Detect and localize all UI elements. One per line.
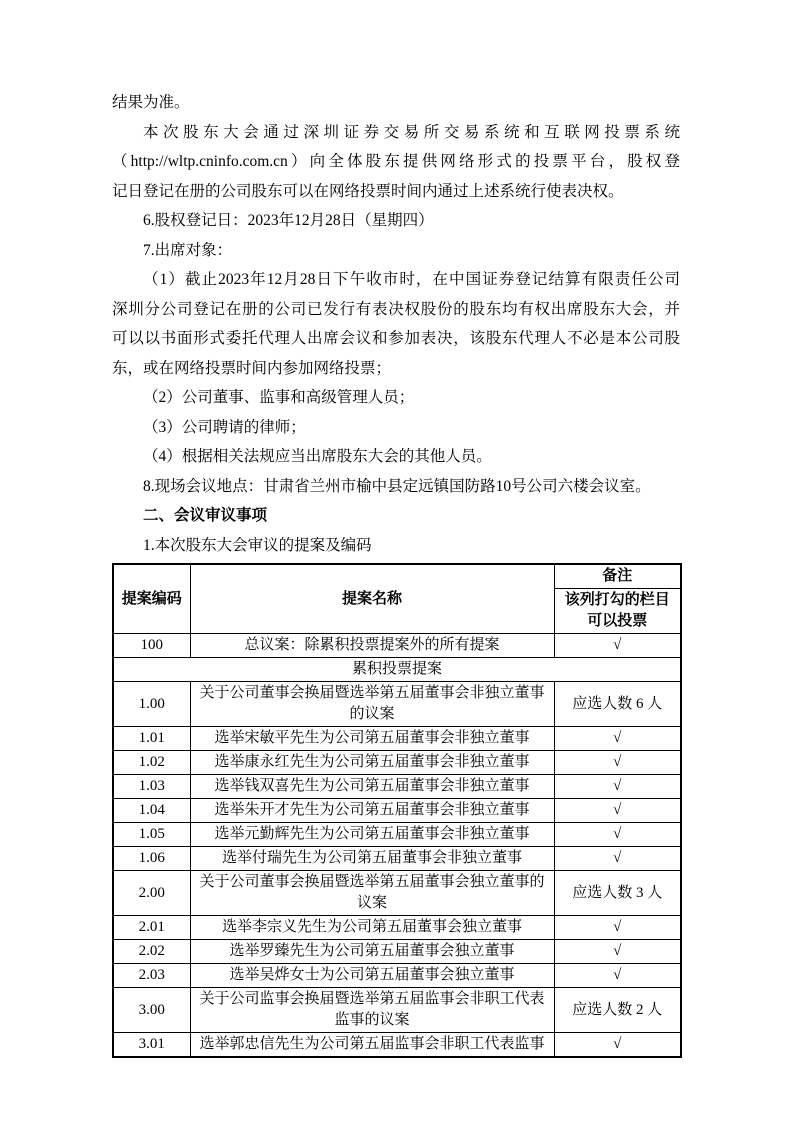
section-label: 累积投票提案 <box>113 658 681 682</box>
document-line: 本次股东大会通过深圳证券交易所交易系统和互联网投票系统 <box>143 123 680 141</box>
proposal-code: 3.01 <box>113 1033 190 1058</box>
proposal-remark: √ <box>554 775 681 799</box>
document-line: （4）根据相关法规应当出席股东大会的其他人员。 <box>143 448 492 465</box>
proposal-name: 选举康永红先生为公司第五届董事会非独立董事 <box>190 751 554 775</box>
proposal-code: 1.06 <box>113 847 190 871</box>
proposal-code: 3.00 <box>113 988 190 1033</box>
proposal-name: 选举罗臻先生为公司第五届董事会独立董事 <box>190 940 554 964</box>
proposal-table <box>112 563 682 1058</box>
proposal-table-body <box>113 634 681 1058</box>
proposal-remark: √ <box>554 847 681 871</box>
table-row <box>113 988 681 1033</box>
document-line: （1）截止2023年12月28日下午收市时，在中国证券登记结算有限责任公司 <box>143 271 680 288</box>
table-row <box>113 799 681 823</box>
proposal-name: 关于公司董事会换届暨选举第五届董事会非独立董事的议案 <box>190 682 554 727</box>
proposal-code: 2.01 <box>113 916 190 940</box>
proposal-code: 1.00 <box>113 682 190 727</box>
proposal-code: 1.05 <box>113 823 190 847</box>
proposal-remark: √ <box>554 940 681 964</box>
table-row <box>113 823 681 847</box>
proposal-remark: √ <box>554 799 681 823</box>
proposal-code: 1.01 <box>113 727 190 751</box>
table-row <box>113 964 681 988</box>
header-proposal-name: 提案名称 <box>190 564 554 634</box>
document-line: （3）公司聘请的律师； <box>143 418 306 436</box>
document-line: 8.现场会议地点：甘肃省兰州市榆中县定远镇国防路10号公司六楼会议室。 <box>143 477 651 495</box>
proposal-name: 选举吴烨女士为公司第五届董事会独立董事 <box>190 964 554 988</box>
document-line: 结果为准。 <box>112 94 190 111</box>
proposal-name: 选举宋敏平先生为公司第五届董事会非独立董事 <box>190 727 554 751</box>
table-row <box>113 751 681 775</box>
table-row <box>113 634 681 658</box>
table-row <box>113 727 681 751</box>
table-row <box>113 682 681 727</box>
proposal-name: 选举付瑞先生为公司第五届董事会非独立董事 <box>190 847 554 871</box>
document-line: 7.出席对象： <box>143 241 233 259</box>
proposal-name: 选举朱开才先生为公司第五届董事会非独立董事 <box>190 799 554 823</box>
document-line: 深圳分公司登记在册的公司已发行有表决权股份的股东均有权出席股东大会，并 <box>112 300 680 318</box>
document-line: 二、会议审议事项 <box>143 507 268 524</box>
proposal-name: 选举郭忠信先生为公司第五届监事会非职工代表监事 <box>190 1033 554 1058</box>
proposal-remark: √ <box>554 964 681 988</box>
document-line: 可以以书面形式委托代理人出席会议和参加表决，该股东代理人不必是本公司股 <box>112 330 680 347</box>
header-remark-note-line2: 可以投票 <box>587 613 648 629</box>
proposal-code: 1.04 <box>113 799 190 823</box>
document-line: 记日登记在册的公司股东可以在网络投票时间内通过上述系统行使表决权。 <box>112 182 624 200</box>
proposal-name: 选举李宗义先生为公司第五届董事会独立董事 <box>190 916 554 940</box>
document-line: （http://wltp.cninfo.com.cn）向全体股东提供网络形式的投票平台，股权登 <box>112 153 680 170</box>
proposal-code: 2.00 <box>113 871 190 916</box>
table-row <box>113 916 681 940</box>
header-remark-note <box>554 589 681 634</box>
proposal-remark: √ <box>554 634 681 658</box>
proposal-name: 关于公司监事会换届暨选举第五届监事会非职工代表监事的议案 <box>190 988 554 1033</box>
proposal-code: 2.03 <box>113 964 190 988</box>
proposal-code: 1.02 <box>113 751 190 775</box>
proposal-remark: √ <box>554 751 681 775</box>
table-row <box>113 1033 681 1058</box>
document-content <box>112 88 680 1058</box>
table-header-row <box>113 564 681 589</box>
table-row <box>113 847 681 871</box>
proposal-code: 100 <box>113 634 190 658</box>
table-row <box>113 658 681 682</box>
proposal-remark: 应选人数 2 人 <box>554 988 681 1033</box>
proposal-name: 总议案：除累积投票提案外的所有提案 <box>190 634 554 658</box>
proposal-name: 选举钱双喜先生为公司第五届董事会非独立董事 <box>190 775 554 799</box>
header-proposal-code: 提案编码 <box>113 564 190 634</box>
document-line: （2）公司董事、监事和高级管理人员； <box>143 389 415 406</box>
table-row <box>113 775 681 799</box>
proposal-code: 1.03 <box>113 775 190 799</box>
proposal-remark: 应选人数 6 人 <box>554 682 681 727</box>
proposal-remark: √ <box>554 727 681 751</box>
document-body <box>112 88 680 560</box>
proposal-remark: √ <box>554 823 681 847</box>
header-remark: 备注 <box>554 564 681 589</box>
document-line: 6.股权登记日：2023年12月28日（星期四） <box>143 212 434 229</box>
proposal-remark: √ <box>554 1033 681 1058</box>
proposal-remark: √ <box>554 916 681 940</box>
table-row <box>113 940 681 964</box>
proposal-name: 选举元勤辉先生为公司第五届董事会非独立董事 <box>190 823 554 847</box>
header-remark-note-line1: 该列打勾的栏目 <box>564 592 670 608</box>
document-line: 1.本次股东大会审议的提案及编码 <box>143 536 372 554</box>
table-row <box>113 871 681 916</box>
document-line: 东，或在网络投票时间内参加网络投票； <box>112 359 392 377</box>
proposal-remark: 应选人数 3 人 <box>554 871 681 916</box>
proposal-name: 关于公司董事会换届暨选举第五届董事会独立董事的议案 <box>190 871 554 916</box>
proposal-code: 2.02 <box>113 940 190 964</box>
